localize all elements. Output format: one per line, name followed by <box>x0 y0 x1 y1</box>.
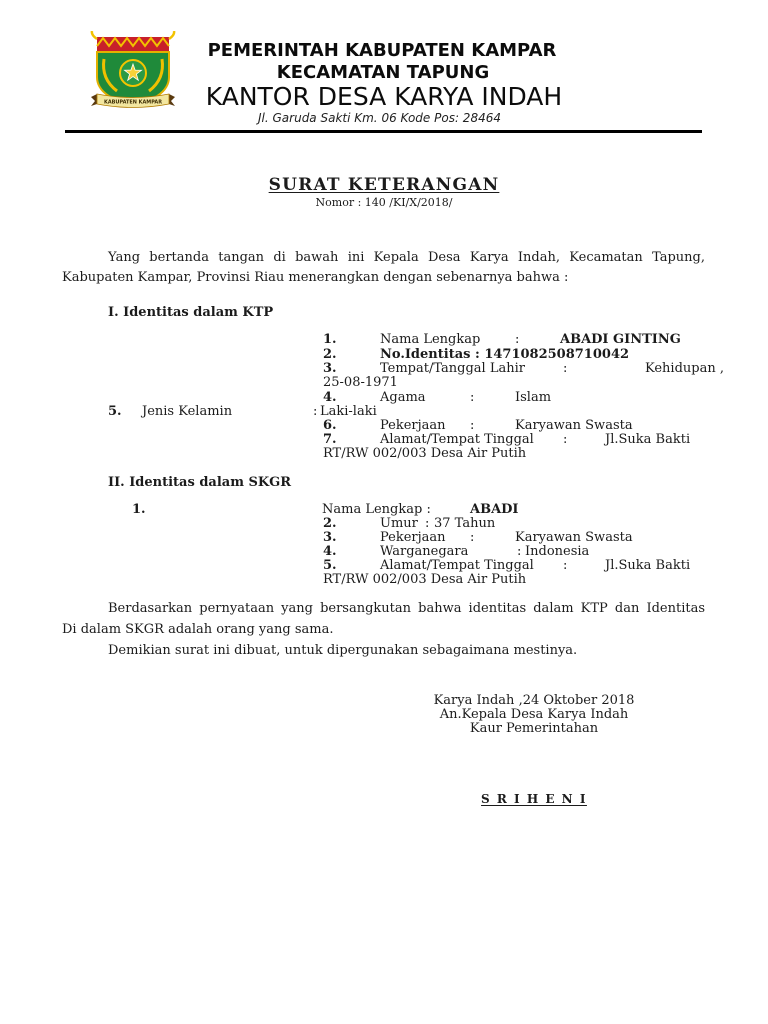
field-value: ABADI <box>470 502 519 517</box>
skgr-heading: II. Identitas dalam SKGR <box>108 475 292 490</box>
field-label: No.Identitas <box>380 347 471 362</box>
field-inline <box>322 503 431 517</box>
signature-position: Kaur Pemerintahan <box>469 721 599 736</box>
field-value: Jl.Suka Bakti <box>605 432 691 447</box>
government-name: PEMERINTAH KABUPATEN KAMPAR <box>207 40 557 61</box>
row-number: 3. <box>323 361 337 376</box>
skgr-row-occupation <box>0 531 768 545</box>
closing-line-2: Di dalam SKGR adalah orang yang sama. <box>62 622 334 637</box>
field-separator: : <box>563 432 568 447</box>
header-divider <box>65 130 702 133</box>
field-separator: : <box>563 361 568 376</box>
field-value: Karyawan Swasta <box>515 418 633 433</box>
row-number: 3. <box>323 530 337 545</box>
signatory-name: S R I H E N I <box>481 792 587 806</box>
field-label: Jenis Kelamin <box>142 404 233 419</box>
field-value-continuation: RT/RW 002/003 Desa Air Putih <box>323 572 527 587</box>
ktp-row-address <box>0 433 768 447</box>
row-number: 4. <box>323 390 337 405</box>
field-label: Alamat/Tempat Tinggal <box>380 558 534 573</box>
field-value: Indonesia <box>525 544 590 559</box>
ktp-row-occupation <box>0 419 768 433</box>
closing-line-1: Berdasarkan pernyataan yang bersangkutan bahwa identitas dalam KTP dan Identitas <box>108 601 705 616</box>
row-number: 1. <box>323 332 337 347</box>
field-separator: : <box>313 404 318 419</box>
closing-line-3: Demikian surat ini dibuat, untuk dipergunakan sebagaimana mestinya. <box>108 643 578 658</box>
ktp-row-gender <box>0 405 768 419</box>
field-separator: : <box>563 558 568 573</box>
ktp-row-id-number <box>0 348 768 362</box>
skgr-row-citizenship <box>0 545 768 559</box>
field-separator: : <box>425 516 430 531</box>
row-number: 2. <box>323 516 337 531</box>
field-value: Laki-laki <box>320 404 377 419</box>
row-number: 2. <box>323 347 337 362</box>
row-number: 6. <box>323 418 337 433</box>
row-number: 1. <box>132 502 146 517</box>
row-number: 7. <box>323 432 337 447</box>
row-number: 4. <box>323 544 337 559</box>
field-separator: : <box>470 390 475 405</box>
signature-place-date: Karya Indah ,24 Oktober 2018 <box>433 693 635 708</box>
letter-title-text: SURAT KETERANGAN <box>268 175 500 195</box>
field-value: Jl.Suka Bakti <box>605 558 691 573</box>
field-separator: : <box>515 332 520 347</box>
district-name: KECAMATAN TAPUNG <box>276 62 490 83</box>
field-value: 1471082508710042 <box>484 347 630 362</box>
ktp-row-name <box>0 333 768 347</box>
field-separator: : <box>470 530 475 545</box>
row-number: 5. <box>323 558 337 573</box>
field-value: 37 Tahun <box>434 516 496 531</box>
skgr-row-name <box>0 503 768 517</box>
office-address: Jl. Garuda Sakti Km. 06 Kode Pos: 28464 <box>258 111 501 125</box>
field-separator: : <box>470 418 475 433</box>
field-value: ABADI GINTING <box>560 332 681 347</box>
field-label: Pekerjaan <box>380 418 446 433</box>
skgr-row-age <box>0 517 768 531</box>
logo-roof <box>92 31 174 53</box>
field-separator: : <box>426 502 431 517</box>
field-value-continuation: RT/RW 002/003 Desa Air Putih <box>323 446 527 461</box>
field-value: Karyawan Swasta <box>515 530 633 545</box>
intro-line-1: Yang bertanda tangan di bawah ini Kepala Desa Karya Indah, Kecamatan Tapung, <box>108 250 705 265</box>
letter-number: Nomor : 140 /KI/X/2018/ <box>315 196 453 209</box>
kampar-regency-logo <box>89 31 177 113</box>
intro-line-2: Kabupaten Kampar, Provinsi Riau menerangkan dengan sebenarnya bahwa : <box>62 270 569 285</box>
ktp-row-birth <box>0 362 768 376</box>
logo-ribbon-text: KABUPATEN KAMPAR <box>104 99 163 106</box>
ktp-row-religion <box>0 391 768 405</box>
field-label: Agama <box>380 390 426 405</box>
field-value-continuation: 25-08-1971 <box>323 375 398 390</box>
field-label: Alamat/Tempat Tinggal <box>380 432 534 447</box>
ktp-heading: I. Identitas dalam KTP <box>108 305 274 320</box>
field-value: Islam <box>515 390 552 405</box>
field-label: Nama Lengkap <box>380 332 481 347</box>
field-label: Nama Lengkap <box>322 502 423 517</box>
signatory <box>384 792 684 807</box>
field-separator: : <box>517 544 522 559</box>
field-label: Tempat/Tanggal Lahir <box>380 361 525 376</box>
field-separator: : <box>474 347 480 362</box>
field-label: Pekerjaan <box>380 530 446 545</box>
row-number: 5. <box>108 404 122 419</box>
field-label: Umur <box>380 516 418 531</box>
skgr-row-address <box>0 559 768 573</box>
letter-title <box>0 175 768 197</box>
office-name: KANTOR DESA KARYA INDAH <box>205 82 563 111</box>
field-value: Kehidupan , <box>645 361 724 376</box>
signature-on-behalf: An.Kepala Desa Karya Indah <box>439 707 629 722</box>
field-label: Warganegara <box>380 544 469 559</box>
field-inline <box>380 348 629 362</box>
